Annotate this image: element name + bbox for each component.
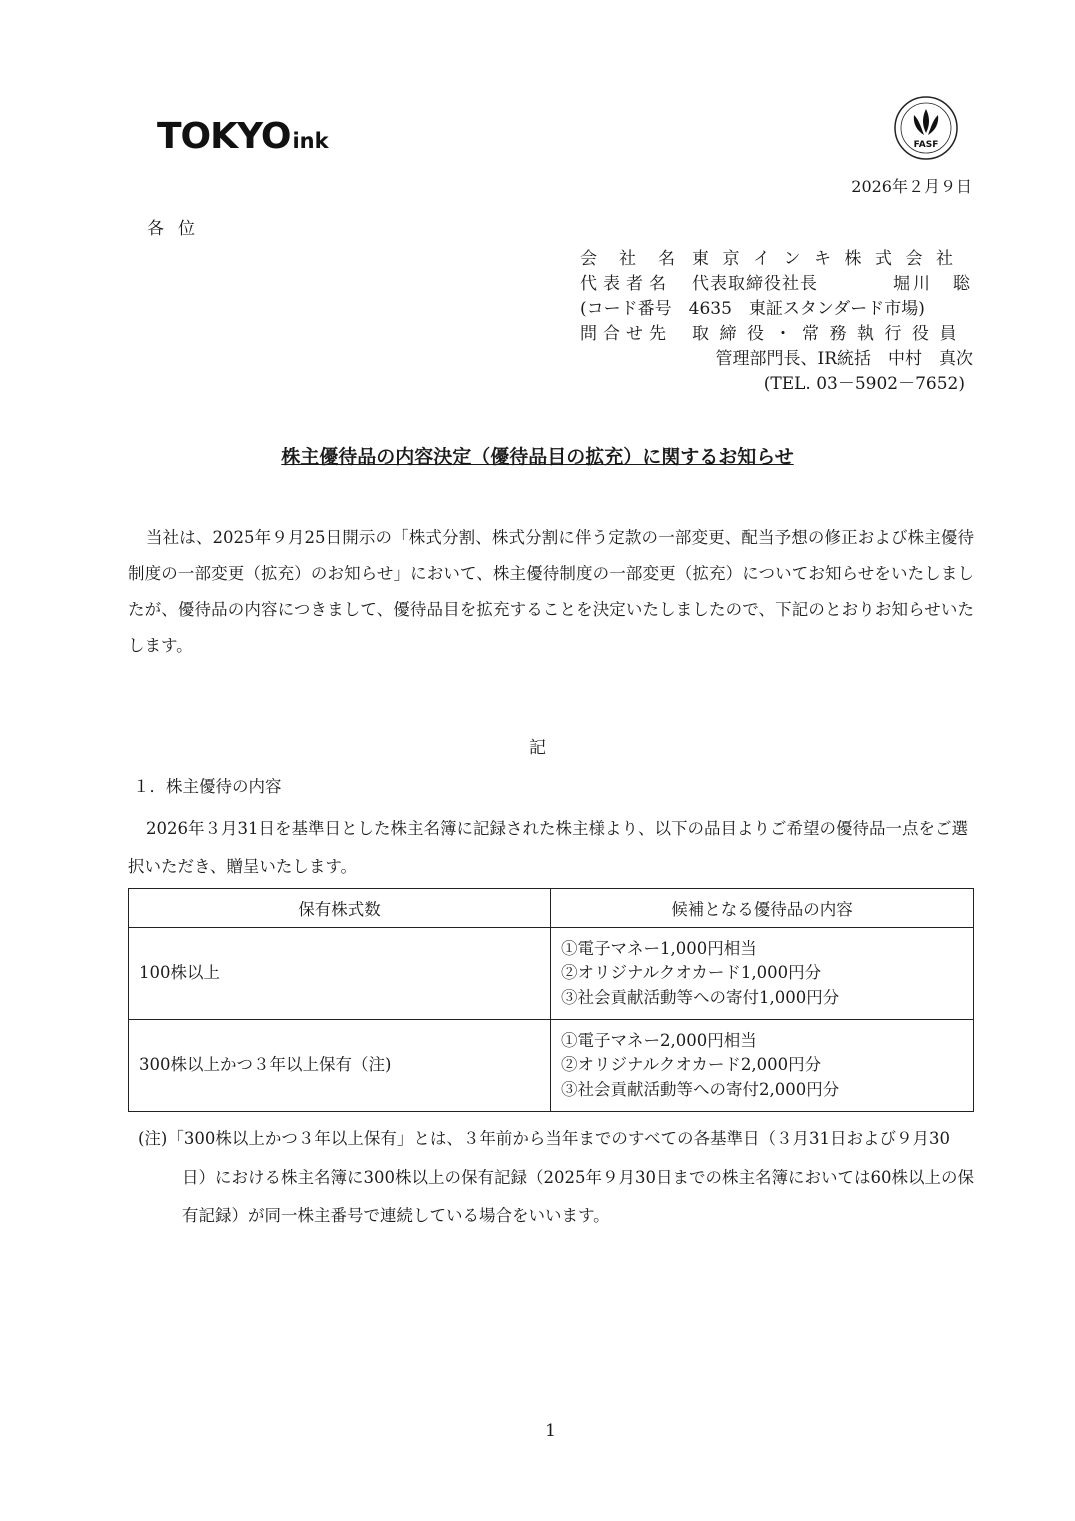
benefit-item: ①電子マネー1,000円相当 [561,938,757,958]
table-header-benefits: 候補となる優待品の内容 [551,889,974,928]
intro-paragraph: 当社は、2025年９月25日開示の「株式分割、株式分割に伴う定款の一部変更、配当予想の修正および株主優待制度の一部変更（拡充）のお知らせ」において、株主優待制度の一部変更（拡充）についてお知らせをいたしましたが、優待品の内容につきまして、優待品目を拡充することを決定いたしましたので、下記のとおりお知らせいたします。 [128,528,974,655]
fasf-seal-icon [893,95,959,161]
document-date: 2026年２月９日 [851,177,972,196]
logo-sub-text: ink [292,129,329,153]
table-cell-shares: 100株以上 [129,928,551,1020]
benefit-item: ②オリジナルクオカード2,000円分 [561,1055,822,1075]
table-cell-shares: 300株以上かつ３年以上保有（注) [129,1020,551,1112]
table-footnote: (注)「300株以上かつ３年以上保有」とは、３年前から当年までのすべての各基準日（３月31日および９月30日）における株主名簿に300株以上の保有記録（2025年９月30日までの株主名簿においては60株以上の保有記録）が同一株主番号で連続している場合をいいます。 [138,1129,974,1225]
contact-label: 問合せ先 [580,324,672,344]
representative-title: 代表取締役社長 [692,274,818,294]
stock-code-line: (コード番号 4635 東証スタンダード市場) [580,299,925,319]
contact-telephone: (TEL. 03－5902－7652) [763,374,965,394]
contact-dept-row [580,347,973,372]
benefit-item: ①電子マネー2,000円相当 [561,1030,757,1050]
contact-title: 取締役・常務執行役員 [692,324,967,344]
representative-row [580,272,973,297]
logo-main-text: TOKYO [157,116,291,157]
benefit-item: ③社会貢献活動等への寄付2,000円分 [561,1079,840,1099]
benefits-table [128,888,974,1112]
table-header-shares: 保有株式数 [129,889,551,928]
representative-name: 堀川 聡 [893,274,973,294]
section-1-heading: １．株主優待の内容 [133,777,282,796]
ki-heading: 記 [529,738,546,758]
company-name-label: 会社名 [580,249,697,269]
contact-tel-row [580,372,973,397]
table-row [129,928,974,1020]
company-name-row [580,247,973,272]
company-logo [157,116,329,157]
company-name-value: 東京インキ株式会社 [692,249,967,269]
section-1-body: 2026年３月31日を基準日とした株主名簿に記録された株主様より、以下の品目よりご希望の優待品一点をご選択いただき、贈呈いたします。 [128,819,968,876]
code-row [580,297,973,322]
benefit-item: ③社会貢献活動等への寄付1,000円分 [561,987,840,1007]
benefit-item: ②オリジナルクオカード1,000円分 [561,963,822,983]
document-title: 株主優待品の内容決定（優待品目の拡充）に関するお知らせ [281,446,794,468]
representative-label: 代表者名 [580,274,672,294]
table-header-row [129,889,974,928]
addressee: 各位 [147,219,209,239]
table-cell-benefits [551,1020,974,1112]
seal-text: FASF [913,140,939,150]
page-number: 1 [545,1421,556,1441]
contact-department: 管理部門長、IR統括 中村 真次 [715,349,973,369]
company-info-block [580,247,973,397]
table-cell-benefits [551,928,974,1020]
contact-row [580,322,973,347]
table-row [129,1020,974,1112]
